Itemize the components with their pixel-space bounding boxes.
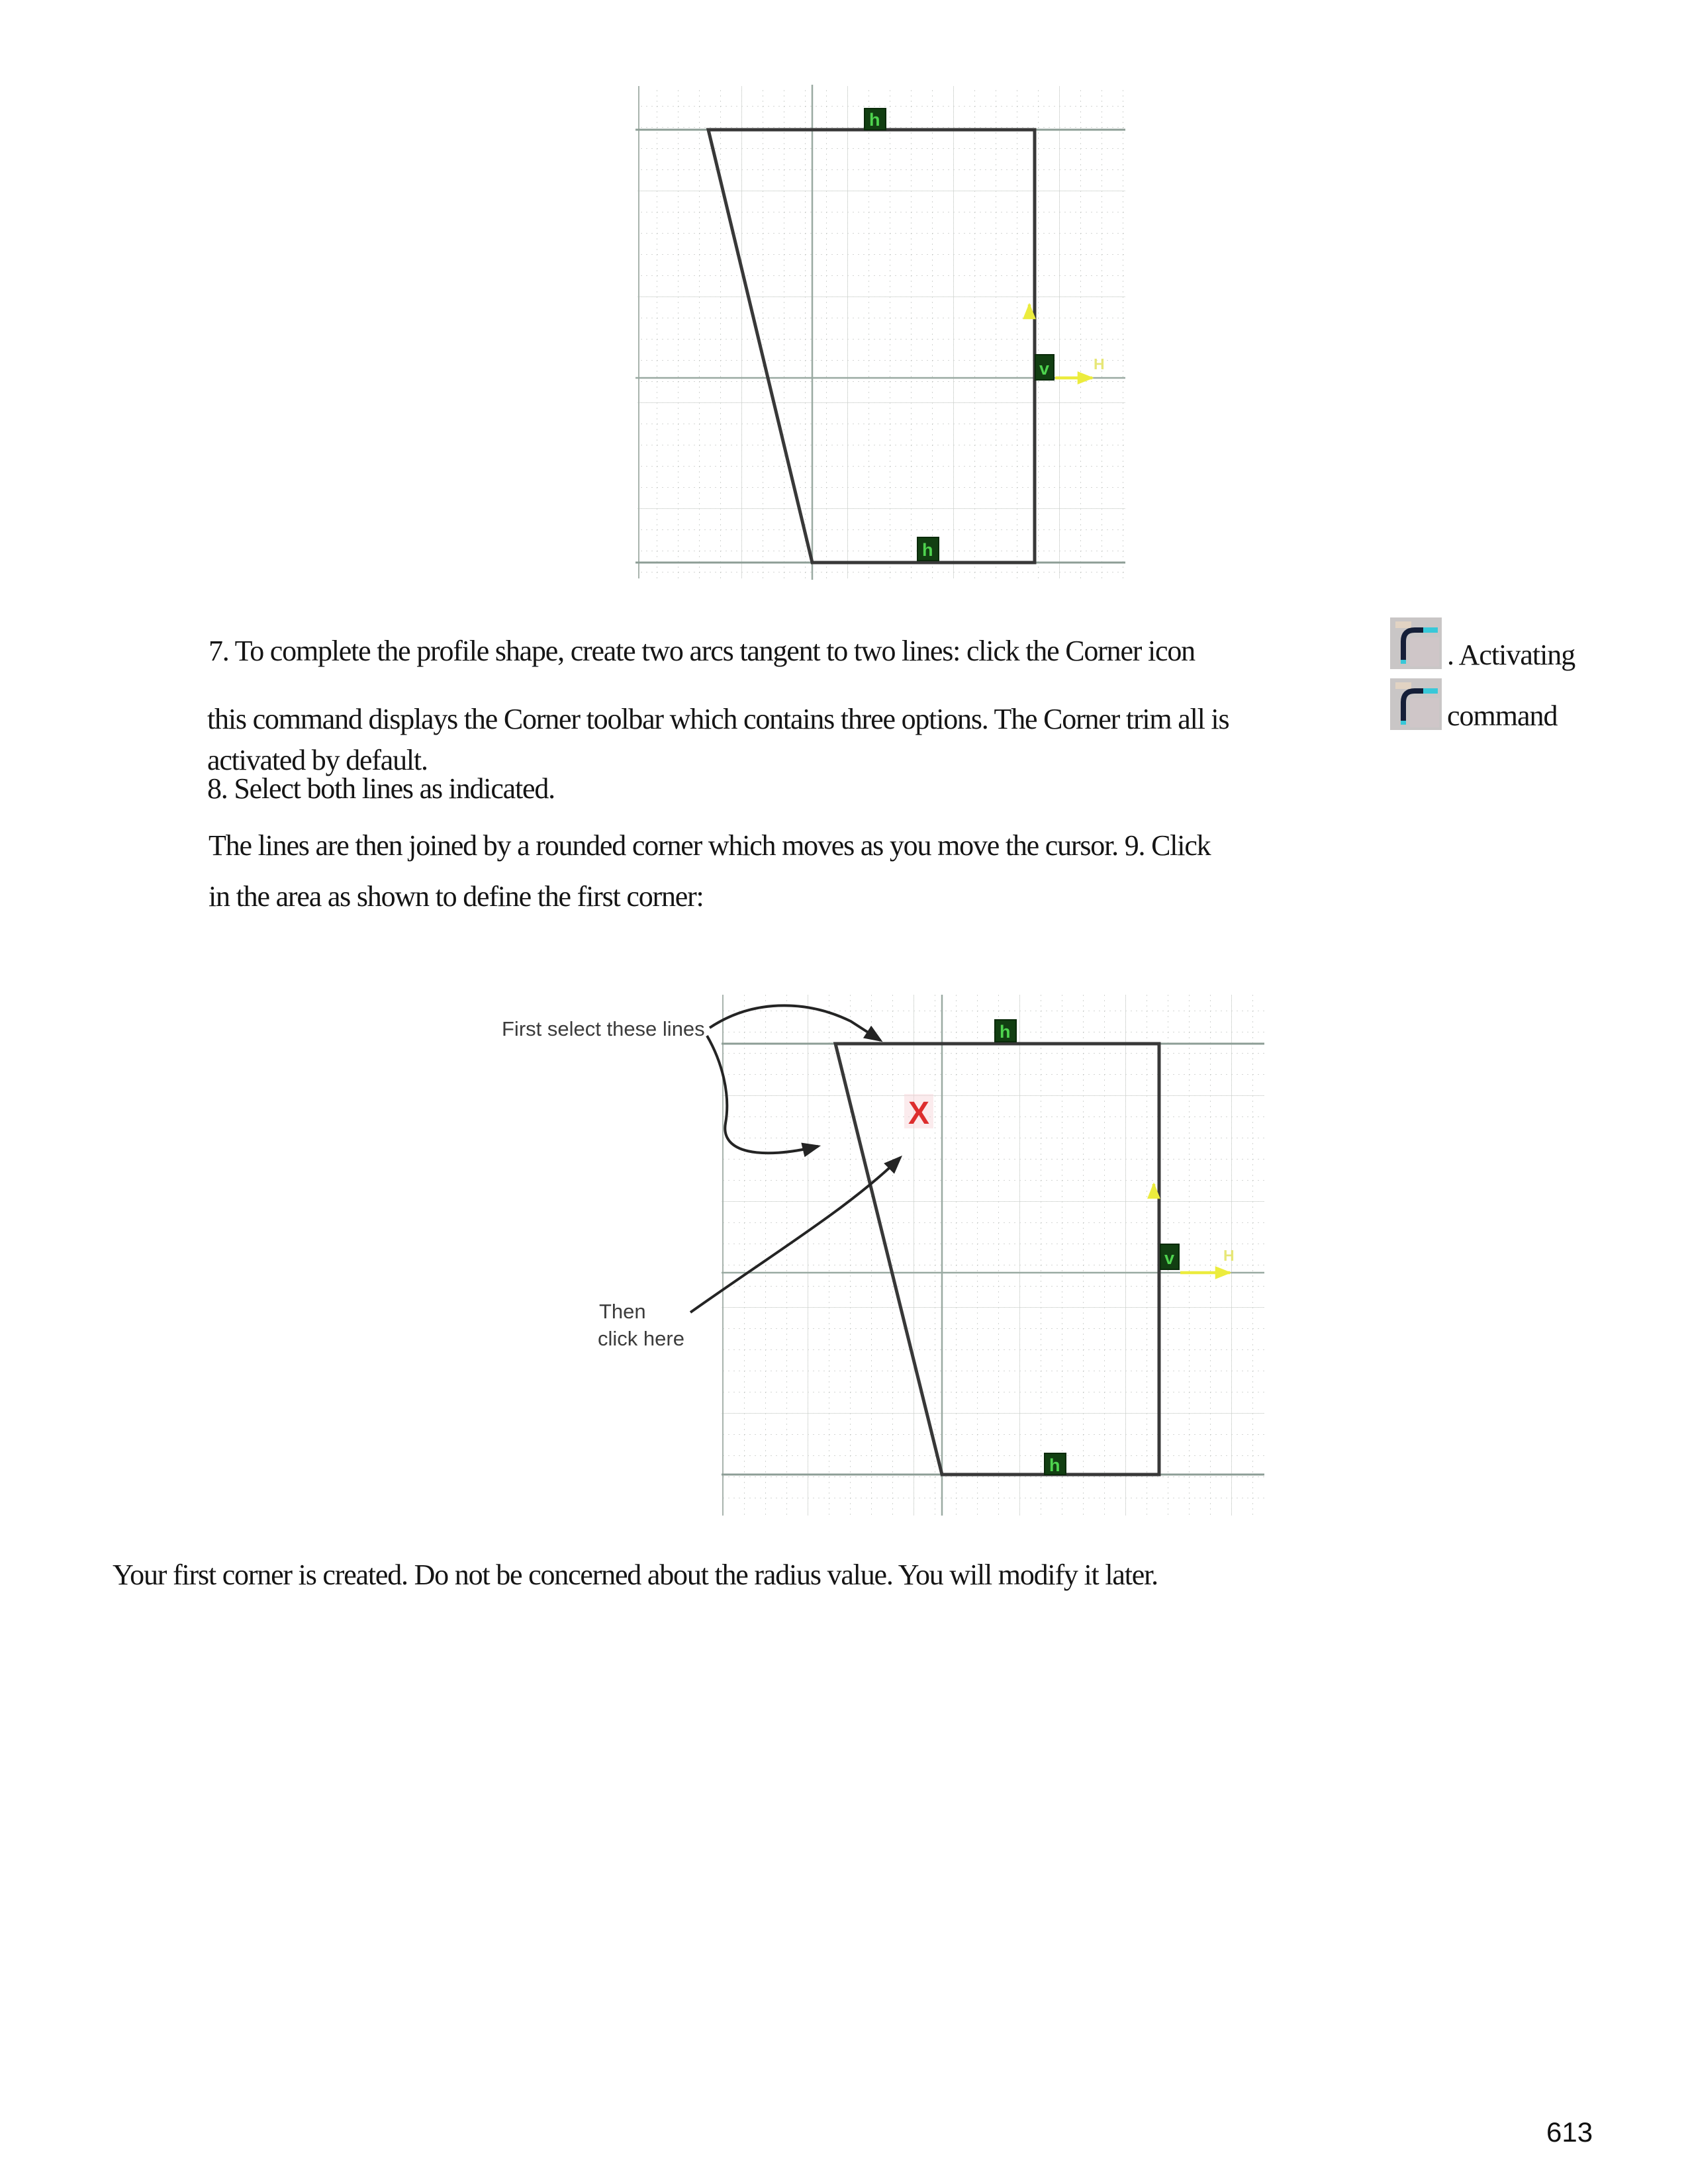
side-note-command: command [1447, 700, 1558, 732]
constraint-letter-v-right-2: v [1164, 1248, 1175, 1268]
label-first-select-these-lines: First select these lines [502, 1017, 705, 1040]
x-marker-glyph: X [908, 1096, 930, 1131]
axis-label-h: H [1094, 355, 1105, 373]
step9-line2: in the area as shown to define the first corner: [209, 880, 704, 913]
grid-major-lines-2 [722, 995, 1264, 1516]
step7-line3: activated by default. [207, 744, 428, 776]
figure-annotated-corner-selection [490, 989, 1271, 1522]
constraint-horizontal-bottom [917, 537, 939, 561]
step8-line: 8. Select both lines as indicated. [207, 772, 555, 805]
constraint-letter-h-bottom-2: h [1049, 1455, 1060, 1475]
page-number: 613 [1546, 2116, 1593, 2148]
step7-line1: 7. To complete the profile shape, create two arcs tangent to two lines: click the Corner icon [209, 635, 1195, 667]
constraint-horizontal-bottom-2 [1045, 1453, 1066, 1475]
label-then: Then [599, 1300, 646, 1323]
figure-sketch-profile [635, 85, 1125, 580]
constraint-vertical-right-2 [1160, 1244, 1179, 1269]
step7-line2: this command displays the Corner toolbar which contains three options. The Corner trim all is [207, 703, 1229, 735]
click-target-x-marker [904, 1094, 933, 1131]
constraint-letter-h-bottom: h [922, 540, 933, 560]
constraint-letter-h-top: h [869, 110, 880, 130]
side-note-activating: . Activating [1447, 639, 1575, 671]
constraint-letter-v-right: v [1039, 359, 1050, 379]
constraint-horizontal-top-2 [995, 1020, 1016, 1042]
constraint-vertical-right [1035, 355, 1054, 380]
grid-major-lines [637, 86, 1125, 578]
step9-line1: The lines are then joined by a rounded corner which moves as you move the cursor. 9. Click [209, 829, 1211, 862]
axis-label-h-2: H [1223, 1247, 1235, 1264]
corner-command-icon-2 [1390, 678, 1442, 730]
corner-command-icon [1390, 617, 1442, 669]
constraint-horizontal-top [865, 109, 886, 130]
label-click-here: click here [598, 1327, 684, 1350]
closing-line: Your first corner is created. Do not be concerned about the radius value. You will modify it later. [113, 1559, 1158, 1591]
constraint-letter-h-top-2: h [1000, 1022, 1011, 1042]
